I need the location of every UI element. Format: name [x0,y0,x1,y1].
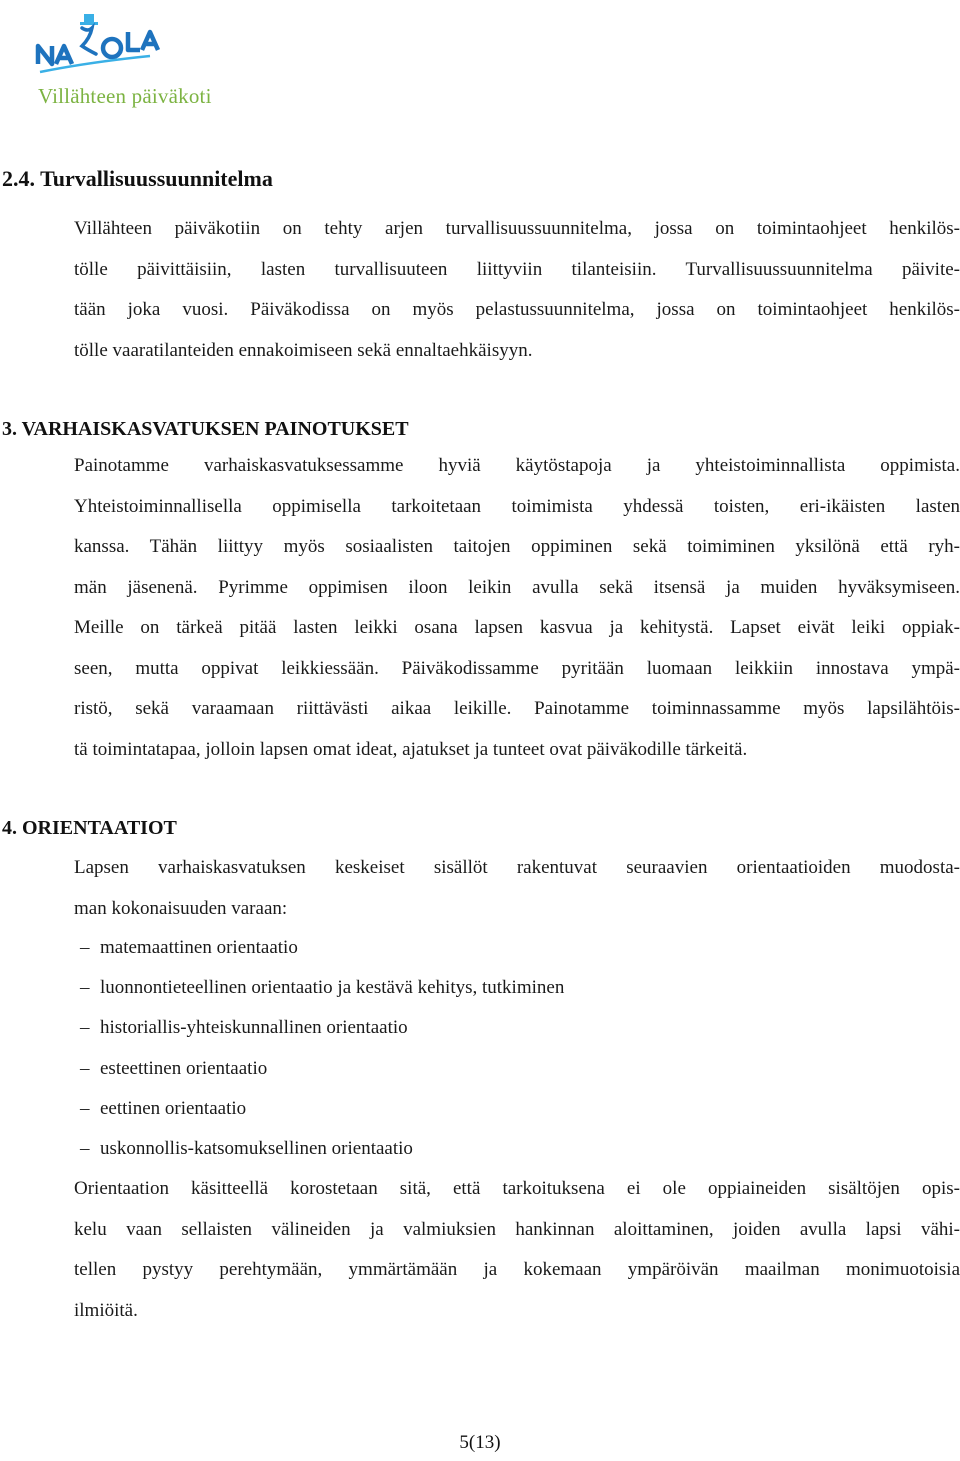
dash-marker: – [80,937,90,958]
dash-marker: – [80,1017,90,1039]
list-item-text: matemaattinen orientaatio [100,937,298,958]
paragraph-line: ilmiöitä. [74,1299,138,1321]
orientaatiot-closing [74,1169,960,1331]
turvallisuus-paragraph [74,209,960,371]
section-heading-turvallisuussuunnitelma: 2.4. Turvallisuussuunnitelma [2,166,273,191]
paragraph-line: Villähteen päiväkotiin on tehty arjen turvallisuussuunnitelma, jossa on toimintaohjeet henkilös- [74,218,960,239]
paragraph-line: tölle päivittäisiin, lasten turvallisuuteen liittyviin tilanteisiin. Turvallisuussuunnitelma päivite- [74,258,960,280]
section-heading-orientaatiot: 4. ORIENTAATIOT [2,817,177,839]
list-item [80,1008,564,1048]
list-item [80,1089,564,1129]
paragraph-line: Lapsen varhaiskasvatuksen keskeiset sisällöt rakentuvat seuraavien orientaatioiden muodosta- [74,857,960,878]
paragraph-line: tä toimintatapaa, jolloin lapsen omat ideat, ajatukset ja tunteet ovat päiväkodille tärkeitä. [74,738,748,760]
dash-marker: – [80,1138,90,1160]
paragraph-line: kanssa. Tähän liittyy myös sosiaalisten taitojen oppiminen sekä toimiminen yksilönä että ryh- [74,536,960,557]
orientation-list [80,928,564,1169]
paragraph-line: Meille on tärkeä pitää lasten leikki osana lapsen kasvua ja kehitystä. Lapset eivät leiki oppiak- [74,617,960,638]
paragraph-line: tään joka vuosi. Päiväkodissa on myös pelastussuunnitelma, jossa on toimintaohjeet henkilös- [74,299,960,320]
paragraph-line: Yhteistoiminnallisella oppimisella tarkoitetaan toimimista yhdessä toisten, eri-ikäisten lasten [74,495,960,517]
list-item [80,1129,564,1169]
painotukset-paragraph [74,446,960,770]
list-item [80,968,564,1008]
paragraph-line: Orientaation käsitteellä korostetaan sitä, että tarkoituksena ei ole oppiaineiden sisältöjen opis- [74,1178,960,1199]
dash-marker: – [80,977,90,999]
section-heading-painotukset: 3. VARHAISKASVATUKSEN PAINOTUKSET [2,418,409,440]
paragraph-line: ristö, sekä varaamaan riittävästi aikaa leikille. Painotamme toiminnassamme myös lapsilähtöis- [74,698,960,719]
paragraph-line: tölle vaaratilanteiden ennakoimiseen sekä ennaltaehkäisyyn. [74,339,533,361]
dash-marker: – [80,1057,90,1079]
page-number: 5(13) [459,1432,501,1453]
dash-marker: – [80,1097,90,1119]
paragraph-line: män jäsenenä. Pyrimme oppimisen iloon leikin avulla sekä itsensä ja muiden hyväksymiseen. [74,576,960,598]
hat-icon [80,14,98,25]
paragraph-line: man kokonaisuuden varaan: [74,897,288,919]
list-item-text: esteettinen orientaatio [100,1057,268,1079]
list-item-text: eettinen orientaatio [100,1097,247,1119]
list-item [80,1049,564,1089]
nasola-logo [30,6,230,86]
list-item-text: historiallis-yhteiskunnallinen orientaatio [100,1017,408,1039]
list-item [80,928,564,968]
kindergarten-name: Villähteen päiväkoti [38,84,212,108]
list-item-text: luonnontieteellinen orientaatio ja kestävä kehitys, tutkiminen [100,977,565,999]
paragraph-line: kelu vaan sellaisten välineiden ja valmiuksien hankinnan aloittaminen, joiden avulla lapsi vähi- [74,1218,960,1240]
paragraph-line: tellen pystyy perehtymään, ymmärtämään ja kokemaan ympäröivän maailman monimuotoisia [74,1259,960,1280]
paragraph-line: Painotamme varhaiskasvatuksessamme hyviä käytöstapoja ja yhteistoiminnallista oppimista. [74,455,960,476]
list-item-text: uskonnollis-katsomuksellinen orientaatio [100,1138,413,1160]
paragraph-line: seen, mutta oppivat leikkiessään. Päiväkodissamme pyritään luomaan leikkiin innostava ympä- [74,657,960,679]
orientaatiot-intro [74,848,960,929]
